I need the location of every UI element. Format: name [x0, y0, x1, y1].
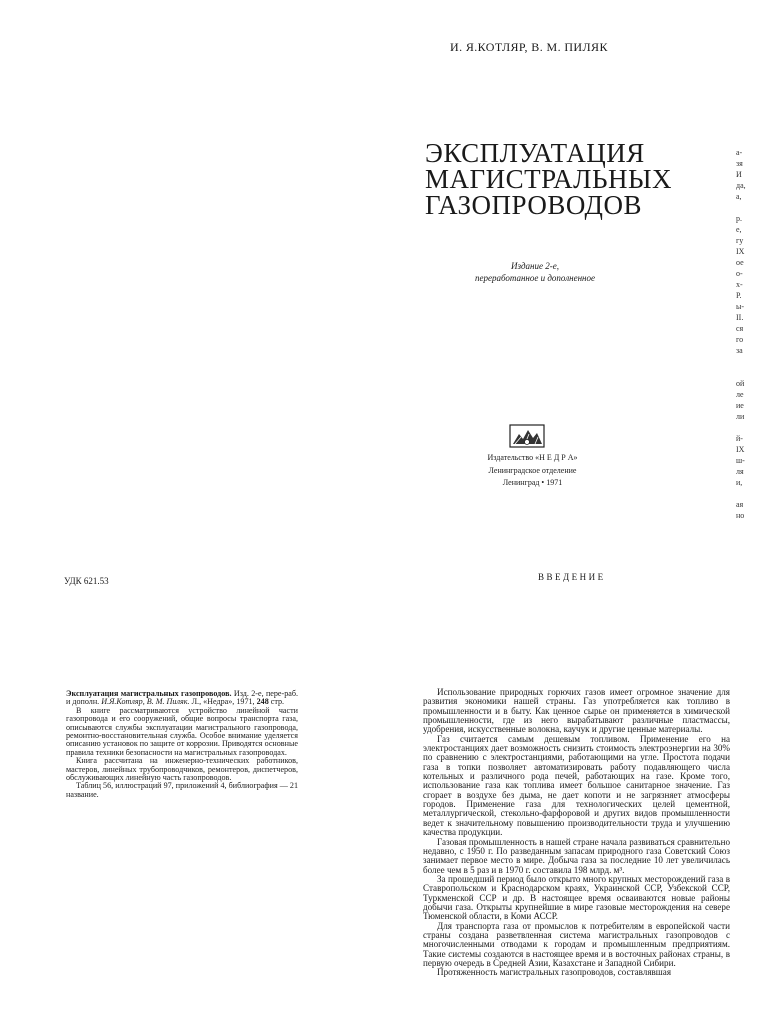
abstract-citation [66, 690, 298, 707]
margin-fragment: ш- [736, 456, 745, 465]
margin-fragment: гу [736, 236, 744, 245]
title-line-3: ГАЗОПРОВОДОВ [425, 190, 642, 220]
intro-paragraph-3: Газовая промышленность в нашей стране начала развиваться сравнительно недавно, с 1950 г. По разведанным запасам природного газа Советский Союз занимает первое место в мире. Добыча газа за последние 10 лет увеличилась более чем в 5 раз и в 1970 г. составила 198 млрд. м³. [423, 836, 730, 875]
abstract-block [66, 690, 298, 799]
authors: И. Я.КОТЛЯР, В. М. ПИЛЯК [450, 40, 608, 54]
edition-note [455, 260, 615, 284]
intro-paragraph-6: Протяженность магистральных газопроводов, составлявшая [437, 967, 672, 978]
margin-fragment [736, 368, 762, 379]
margin-fragment: IX [736, 247, 745, 256]
margin-fragment: х- [736, 280, 743, 289]
edition-line-1: Издание 2-е, [511, 261, 559, 271]
book-title [425, 140, 725, 218]
margin-fragment: е, [736, 225, 742, 234]
abstract-meta-1: Изд. 2-е, пере-раб. и дополн. [66, 689, 298, 707]
margin-fragment: ся [736, 324, 744, 333]
introduction-body [423, 688, 730, 978]
abstract-paragraph-2: Книга рассчитана на инженерно-технических работников, мастеров, линейных трубопроводчиков, ремонтеров, диспетчеров, обслуживающих линейную часть газопроводов. [66, 756, 298, 783]
udc-code: УДК 621.53 [64, 576, 109, 586]
margin-fragment: ы- [736, 302, 745, 311]
abstract-authors: И.Я.Котляр, В. М. Пиляк. [101, 697, 190, 707]
publisher-city-year: Ленинград • 1971 [502, 478, 563, 487]
abstract-pages: 248 [256, 697, 269, 707]
margin-fragment: II. [736, 313, 744, 322]
margin-fragment: ое [736, 258, 744, 267]
publisher-name: Издательство «Н Е Д Р А» [487, 453, 578, 462]
intro-paragraph-5: Для транспорта газа от промыслов к потребителям в европейской части страны создана разветвленная система магистральных газопроводов с многочисленными отводами к городам и промышленным предприятиям. Такие системы создаются в настоящее время и в восточных районах страны, в первую очередь в Средней Азии, Казахстане и Западной Сибири. [423, 920, 730, 968]
margin-fragment: ли [736, 412, 745, 421]
margin-fragment [736, 203, 762, 214]
abstract-title: Эксплуатация магистральных газопроводов. [66, 689, 232, 698]
margin-fragment: Р. [736, 291, 742, 300]
margin-fragment: а, [736, 192, 742, 201]
intro-paragraph-1: Использование природных горючих газов имеет огромное значение для развития экономики нашей страны. Газ употребляется как топливо в промышленности и в быту. Как ценное сырье он применяется в химической промышленности, где из него вырабатывают различные пластмассы, удобрения, искусственные волокна, каучук и другие ценные материалы. [423, 687, 730, 735]
abstract-paragraph-1: В книге рассматриваются устройство линейной части газопровода и его сооружений, общие вопросы транспорта газа, описываются службы эксплуатации магистрального газопровода, ремонтно-восстановительная служба. Особое внимание уделяется описанию установок по защите от коррозии. Приводятся основные правила техники безопасности на магистральных газопроводах. [66, 705, 298, 757]
title-line-2: МАГИСТРАЛЬНЫХ [425, 164, 673, 194]
margin-fragment: ле [736, 390, 744, 399]
margin-fragment: зя [736, 159, 743, 168]
publisher-info [470, 452, 595, 490]
intro-paragraph-4: За прошедший период было открыто много крупных месторождений газа в Ставропольском и Краснодарском краях, Украинской ССР, Узбекской ССР, Туркменской ССР и др. В настоящее время осваиваются новые районы добычи газа. Открыты крупнейшие в мире газовые месторождения на севере Тюменской области, в Коми АССР. [423, 873, 730, 922]
margin-fragment: р. [736, 214, 742, 223]
margin-fragment: IX [736, 445, 745, 454]
margin-fragment: но [736, 511, 745, 520]
margin-fragment: за [736, 346, 743, 355]
margin-fragment: а- [736, 148, 743, 157]
margin-fragment [736, 423, 762, 434]
abstract-paragraph-3: Таблиц 56, иллюстраций 97, приложений 4, библиография — 21 название. [66, 781, 298, 799]
margin-fragment: ие [736, 401, 744, 410]
margin-fragment: ой [736, 379, 745, 388]
publisher-logo-icon [509, 424, 545, 448]
margin-fragment: ля [736, 467, 744, 476]
edition-line-2: переработанное и дополненное [474, 273, 596, 283]
margin-fragment: ая [736, 500, 744, 509]
intro-paragraph-2: Газ считается самым дешевым топливом. Применение его на электростанциях дает возможность снизить стоимость электроэнергии на 30% по сравнению с электростанциями, работающими на угле. Простота подачи газа в топки позволяет автоматизировать работу подавляющего числа котельных и различного рода печей, работающих на газе. Кроме того, использование газа как топлива имеет большое санитарное значение. Газ сгорает в воздухе без дыма, не дает копоти и не загрязняет атмосферы городов. Применение газа для технологических целей цементной, металлургической, стекольно-фарфоровой и других видов промышленности ведет к значительному повышению производительности труда и улучшению качества продукции. [423, 733, 730, 838]
title-line-1: ЭКСПЛУАТАЦИЯ [425, 138, 645, 168]
bleed-through-margin-text [736, 148, 762, 522]
abstract-pages-suffix: стр. [268, 697, 285, 707]
abstract-meta-2: Л., «Недра», 1971, [189, 697, 257, 707]
margin-fragment [736, 489, 762, 500]
margin-fragment: го [736, 335, 744, 344]
margin-fragment: И [736, 170, 742, 179]
margin-fragment: о- [736, 269, 743, 278]
margin-fragment: и, [736, 478, 743, 487]
margin-fragment: да, [736, 181, 746, 190]
introduction-heading: ВВЕДЕНИЕ [538, 572, 606, 582]
publisher-branch: Ленинградское отделение [488, 465, 577, 475]
margin-fragment [736, 357, 762, 368]
margin-fragment: й- [736, 434, 743, 443]
